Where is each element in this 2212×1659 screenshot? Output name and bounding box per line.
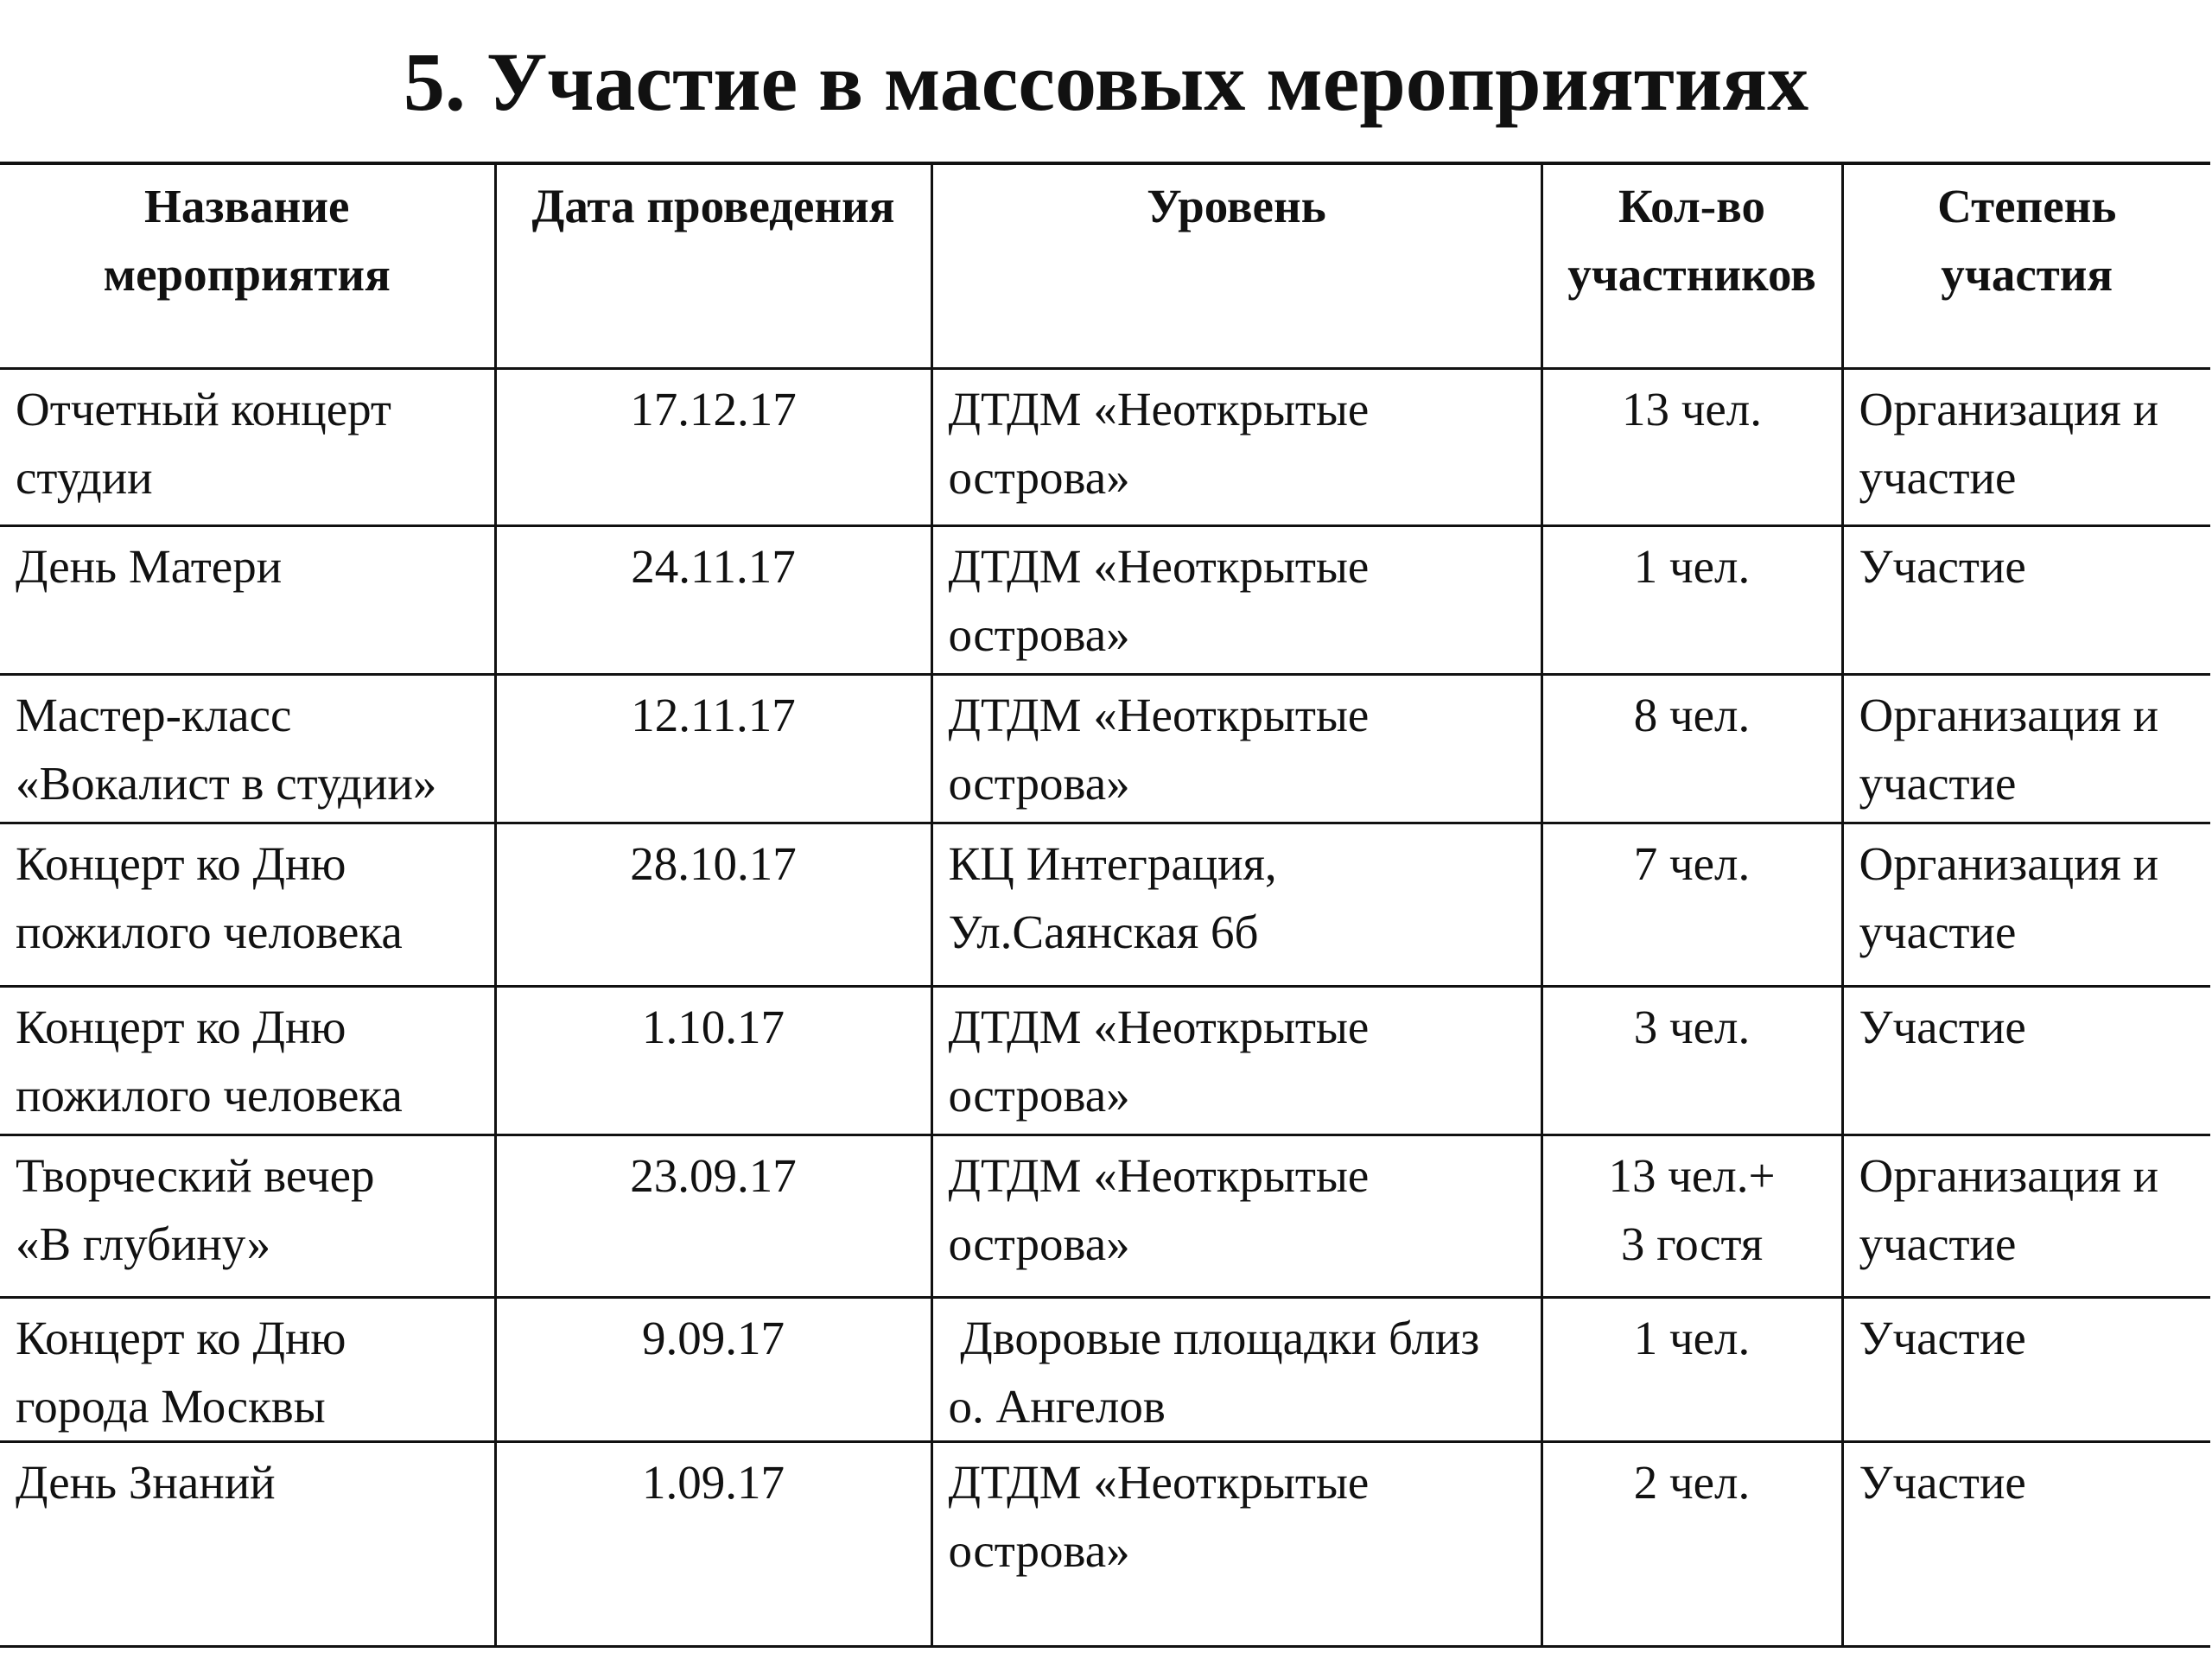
cell-line: Организация и: [1859, 837, 2159, 890]
cell-participation-degree: [1842, 1442, 2210, 1647]
table-row: [0, 526, 2210, 675]
cell-line: КЦ Интеграция,: [948, 837, 1277, 890]
cell-event-name: [0, 1298, 495, 1442]
cell-line: участие: [1859, 906, 2017, 958]
cell-date: 1.09.17: [495, 1442, 931, 1647]
cell-line: 1 чел.: [1633, 540, 1751, 593]
cell-participation-degree: [1842, 987, 2210, 1135]
cell-date: 9.09.17: [495, 1298, 931, 1442]
table-row: [0, 675, 2210, 823]
cell-participant-count: [1541, 987, 1842, 1135]
cell-event-name: [0, 369, 495, 526]
cell-participant-count: [1541, 823, 1842, 987]
cell-line: 3 чел.: [1633, 1001, 1751, 1053]
events-table: [0, 162, 2210, 1648]
cell-line: Участие: [1859, 540, 2026, 593]
cell-line: острова»: [948, 1524, 1130, 1577]
cell-line: День Знаний: [16, 1456, 276, 1509]
cell-date: 24.11.17: [495, 526, 931, 675]
cell-line: Концерт ко Дню: [16, 1001, 346, 1053]
cell-line: Участие: [1859, 1456, 2026, 1509]
cell-participation-degree: [1842, 675, 2210, 823]
cell-participant-count: [1541, 1135, 1842, 1298]
cell-line: студии: [16, 451, 153, 504]
table-row: [0, 1135, 2210, 1298]
cell-participation-degree: [1842, 823, 2210, 987]
cell-level: [931, 987, 1541, 1135]
cell-line: острова»: [948, 1069, 1130, 1122]
cell-line: пожилого человека: [16, 1069, 403, 1122]
cell-line: ДТДМ «Неоткрытые: [948, 1149, 1370, 1202]
cell-line: Творческий вечер: [16, 1149, 375, 1202]
cell-line: 13 чел.+: [1608, 1149, 1776, 1202]
cell-participant-count: [1541, 1442, 1842, 1647]
cell-event-name: [0, 987, 495, 1135]
cell-date: 28.10.17: [495, 823, 931, 987]
cell-line: 1 чел.: [1633, 1312, 1751, 1364]
table-row: [0, 987, 2210, 1135]
header-level: [931, 163, 1541, 369]
cell-date: 17.12.17: [495, 369, 931, 526]
cell-date: 12.11.17: [495, 675, 931, 823]
cell-line: Дворовые площадки близ: [948, 1312, 1480, 1364]
cell-line: ДТДМ «Неоткрытые: [948, 540, 1370, 593]
cell-line: о. Ангелов: [948, 1380, 1166, 1433]
table-header-row: [0, 163, 2210, 369]
cell-line: Название: [144, 180, 350, 232]
cell-participation-degree: [1842, 1135, 2210, 1298]
table-row: [0, 823, 2210, 987]
cell-line: 3 гостя: [1620, 1217, 1764, 1270]
table-row: [0, 369, 2210, 526]
cell-line: Организация и: [1859, 1149, 2159, 1202]
cell-event-name: [0, 526, 495, 675]
cell-line: Организация и: [1859, 689, 2159, 741]
cell-line: Уровень: [1147, 180, 1326, 232]
cell-line: 2 чел.: [1633, 1456, 1751, 1509]
cell-line: участие: [1859, 1217, 2017, 1270]
cell-line: участия: [1941, 248, 2113, 301]
cell-line: День Матери: [16, 540, 283, 593]
cell-participant-count: [1541, 675, 1842, 823]
cell-line: мероприятия: [103, 248, 391, 301]
cell-event-name: [0, 1442, 495, 1647]
header-participant-count: [1541, 163, 1842, 369]
cell-line: Отчетный концерт: [16, 383, 391, 435]
table-row: [0, 1298, 2210, 1442]
cell-level: [931, 369, 1541, 526]
header-date: [495, 163, 931, 369]
cell-participant-count: [1541, 526, 1842, 675]
cell-participant-count: [1541, 369, 1842, 526]
cell-level: [931, 823, 1541, 987]
cell-participant-count: [1541, 1298, 1842, 1442]
cell-level: [931, 675, 1541, 823]
cell-event-name: [0, 675, 495, 823]
cell-line: ДТДМ «Неоткрытые: [948, 1456, 1370, 1509]
cell-line: ДТДМ «Неоткрытые: [948, 383, 1370, 435]
cell-line: «Вокалист в студии»: [16, 757, 437, 810]
cell-line: 8 чел.: [1633, 689, 1751, 741]
cell-participation-degree: [1842, 1298, 2210, 1442]
cell-level: [931, 1298, 1541, 1442]
cell-date: 23.09.17: [495, 1135, 931, 1298]
cell-line: Участие: [1859, 1312, 2026, 1364]
cell-line: города Москвы: [16, 1380, 326, 1433]
cell-line: 13 чел.: [1621, 383, 1763, 435]
cell-line: острова»: [948, 608, 1130, 661]
cell-participation-degree: [1842, 526, 2210, 675]
cell-level: [931, 1135, 1541, 1298]
cell-line: Кол-во: [1618, 180, 1765, 232]
cell-line: ДТДМ «Неоткрытые: [948, 689, 1370, 741]
cell-line: острова»: [948, 451, 1130, 504]
cell-line: ДТДМ «Неоткрытые: [948, 1001, 1370, 1053]
cell-event-name: [0, 823, 495, 987]
cell-line: «В глубину»: [16, 1217, 271, 1270]
cell-line: Степень: [1937, 180, 2117, 232]
cell-line: Мастер-класс: [16, 689, 292, 741]
header-participation-degree: [1842, 163, 2210, 369]
cell-line: участников: [1567, 248, 1816, 301]
cell-line: участие: [1859, 757, 2017, 810]
cell-line: Дата проведения: [531, 180, 895, 232]
cell-line: острова»: [948, 757, 1130, 810]
cell-line: острова»: [948, 1217, 1130, 1270]
cell-line: Ул.Саянская 6б: [948, 906, 1259, 958]
cell-line: 7 чел.: [1633, 837, 1751, 890]
header-event-name: [0, 163, 495, 369]
cell-participation-degree: [1842, 369, 2210, 526]
cell-level: [931, 526, 1541, 675]
cell-line: Организация и: [1859, 383, 2159, 435]
table-row: [0, 1442, 2210, 1647]
cell-date: 1.10.17: [495, 987, 931, 1135]
cell-line: участие: [1859, 451, 2017, 504]
cell-line: Концерт ко Дню: [16, 1312, 346, 1364]
cell-line: пожилого человека: [16, 906, 403, 958]
cell-line: Концерт ко Дню: [16, 837, 346, 890]
page-title: 5. Участие в массовых мероприятиях: [403, 35, 1809, 128]
cell-event-name: [0, 1135, 495, 1298]
table-body: [0, 369, 2210, 1647]
cell-level: [931, 1442, 1541, 1647]
cell-line: Участие: [1859, 1001, 2026, 1053]
